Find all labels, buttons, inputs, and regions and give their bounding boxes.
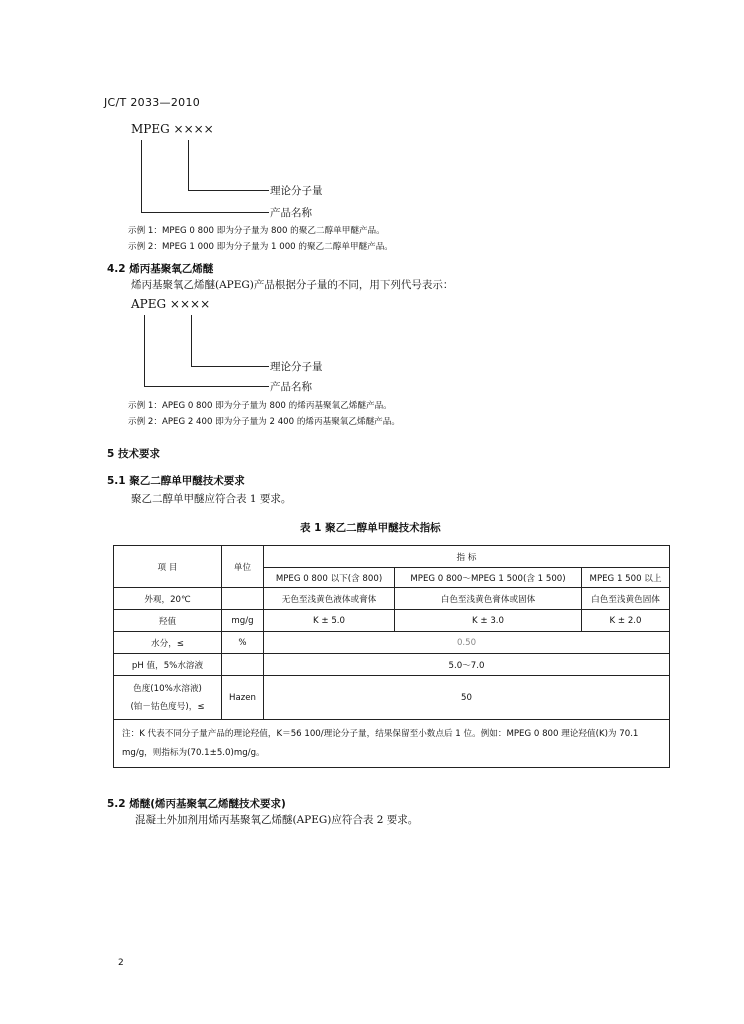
section-5-2-heading: 5.2 烯醚(烯丙基聚氧乙烯醚技术要求) (107, 798, 286, 810)
table-col-mpeg-800-1500: MPEG 0 800～MPEG 1 500(含 1 500) (395, 568, 582, 588)
row-appearance-v2: 白色至浅黄色膏体或固体 (395, 588, 582, 610)
standard-number: JC/T 2033—2010 (104, 96, 201, 109)
mpeg-label-product-name: 产品名称 (270, 207, 312, 219)
row-hydroxyl-v1: K ± 5.0 (264, 610, 395, 632)
table-col-mpeg-below-800: MPEG 0 800 以下(含 800) (264, 568, 395, 588)
section-5-1-heading: 5.1 聚乙二醇单甲醚技术要求 (107, 475, 245, 487)
table-head-index: 指 标 (264, 546, 670, 568)
apeg-bracket-line-weight-vertical (191, 315, 192, 367)
table-1-caption: 表 1 聚乙二醇单甲醚技术指标 (300, 522, 441, 534)
row-hydroxyl-v3: K ± 2.0 (582, 610, 670, 632)
row-color-item (114, 676, 222, 720)
mpeg-label-molecular-weight: 理论分子量 (270, 185, 323, 197)
row-appearance-v3: 白色至浅黄色固体 (582, 588, 670, 610)
row-ph-value: 5.0～7.0 (264, 654, 670, 676)
row-color-value: 50 (264, 676, 670, 720)
section-4-2-intro: 烯丙基聚氧乙烯醚(APEG)产品根据分子量的不同，用下列代号表示： (131, 279, 454, 291)
bracket-line-weight-horizontal (188, 190, 269, 191)
row-appearance-unit (222, 588, 264, 610)
table-row (114, 610, 670, 632)
row-color-item-line1: 色度(10%水溶液) (133, 683, 202, 694)
page-number: 2 (118, 958, 124, 968)
row-color-item-line2: (铂－钴色度号)，≤ (130, 701, 205, 712)
apeg-bracket-line-name-vertical (144, 315, 145, 387)
apeg-bracket-line-weight-horizontal (191, 366, 269, 367)
table-row (114, 720, 670, 768)
section-5-2-body: 混凝土外加剂用烯丙基聚氧乙烯醚(APEG)应符合表 2 要求。 (135, 814, 419, 826)
apeg-label-product-name: 产品名称 (270, 381, 312, 393)
table-row (114, 654, 670, 676)
row-hydroxyl-v2: K ± 3.0 (395, 610, 582, 632)
bracket-line-weight-vertical (188, 140, 189, 191)
apeg-example-2: 示例 2：APEG 2 400 即为分子量为 2 400 的烯丙基聚氧乙烯醚产品。 (128, 417, 400, 427)
row-hydroxyl-item: 羟值 (114, 610, 222, 632)
mpeg-example-2: 示例 2：MPEG 1 000 即为分子量为 1 000 的聚乙二醇单甲醚产品。 (128, 242, 393, 252)
apeg-code: APEG ×××× (131, 297, 211, 311)
section-4-2-heading: 4.2 烯丙基聚氧乙烯醚 (107, 263, 214, 275)
row-water-unit: % (222, 632, 264, 654)
table-row (114, 676, 670, 720)
table-col-mpeg-above-1500: MPEG 1 500 以上 (582, 568, 670, 588)
table-1 (113, 545, 670, 768)
table-row (114, 588, 670, 610)
section-5-heading: 5 技术要求 (107, 448, 160, 460)
section-5-1-body: 聚乙二醇单甲醚应符合表 1 要求。 (131, 493, 292, 505)
row-water-item: 水分，≤ (114, 632, 222, 654)
row-ph-unit (222, 654, 264, 676)
row-color-unit: Hazen (222, 676, 264, 720)
table-1-note: 注：K 代表不同分子量产品的理论羟值，K＝56 100/理论分子量，结果保留至小数点后 1 位。例如：MPEG 0 800 理论羟值(K)为 70.1 mg/g，则指标为(70.1±5.0)mg/g。 (114, 720, 670, 768)
table-row (114, 632, 670, 654)
bracket-line-name-vertical (141, 140, 142, 213)
row-water-value: 0.50 (264, 632, 670, 654)
table-head-item: 项 目 (114, 546, 222, 588)
row-ph-item: pH 值，5%水溶液 (114, 654, 222, 676)
apeg-example-1: 示例 1：APEG 0 800 即为分子量为 800 的烯丙基聚氧乙烯醚产品。 (128, 401, 392, 411)
mpeg-code: MPEG ×××× (131, 122, 214, 136)
row-appearance-item: 外观，20℃ (114, 588, 222, 610)
mpeg-example-1: 示例 1：MPEG 0 800 即为分子量为 800 的聚乙二醇单甲醚产品。 (128, 226, 385, 236)
table-head-unit: 单位 (222, 546, 264, 588)
row-hydroxyl-unit: mg/g (222, 610, 264, 632)
bracket-line-name-horizontal (141, 212, 269, 213)
apeg-label-molecular-weight: 理论分子量 (270, 361, 323, 373)
row-appearance-v1: 无色至浅黄色液体或膏体 (264, 588, 395, 610)
apeg-bracket-line-name-horizontal (144, 386, 269, 387)
